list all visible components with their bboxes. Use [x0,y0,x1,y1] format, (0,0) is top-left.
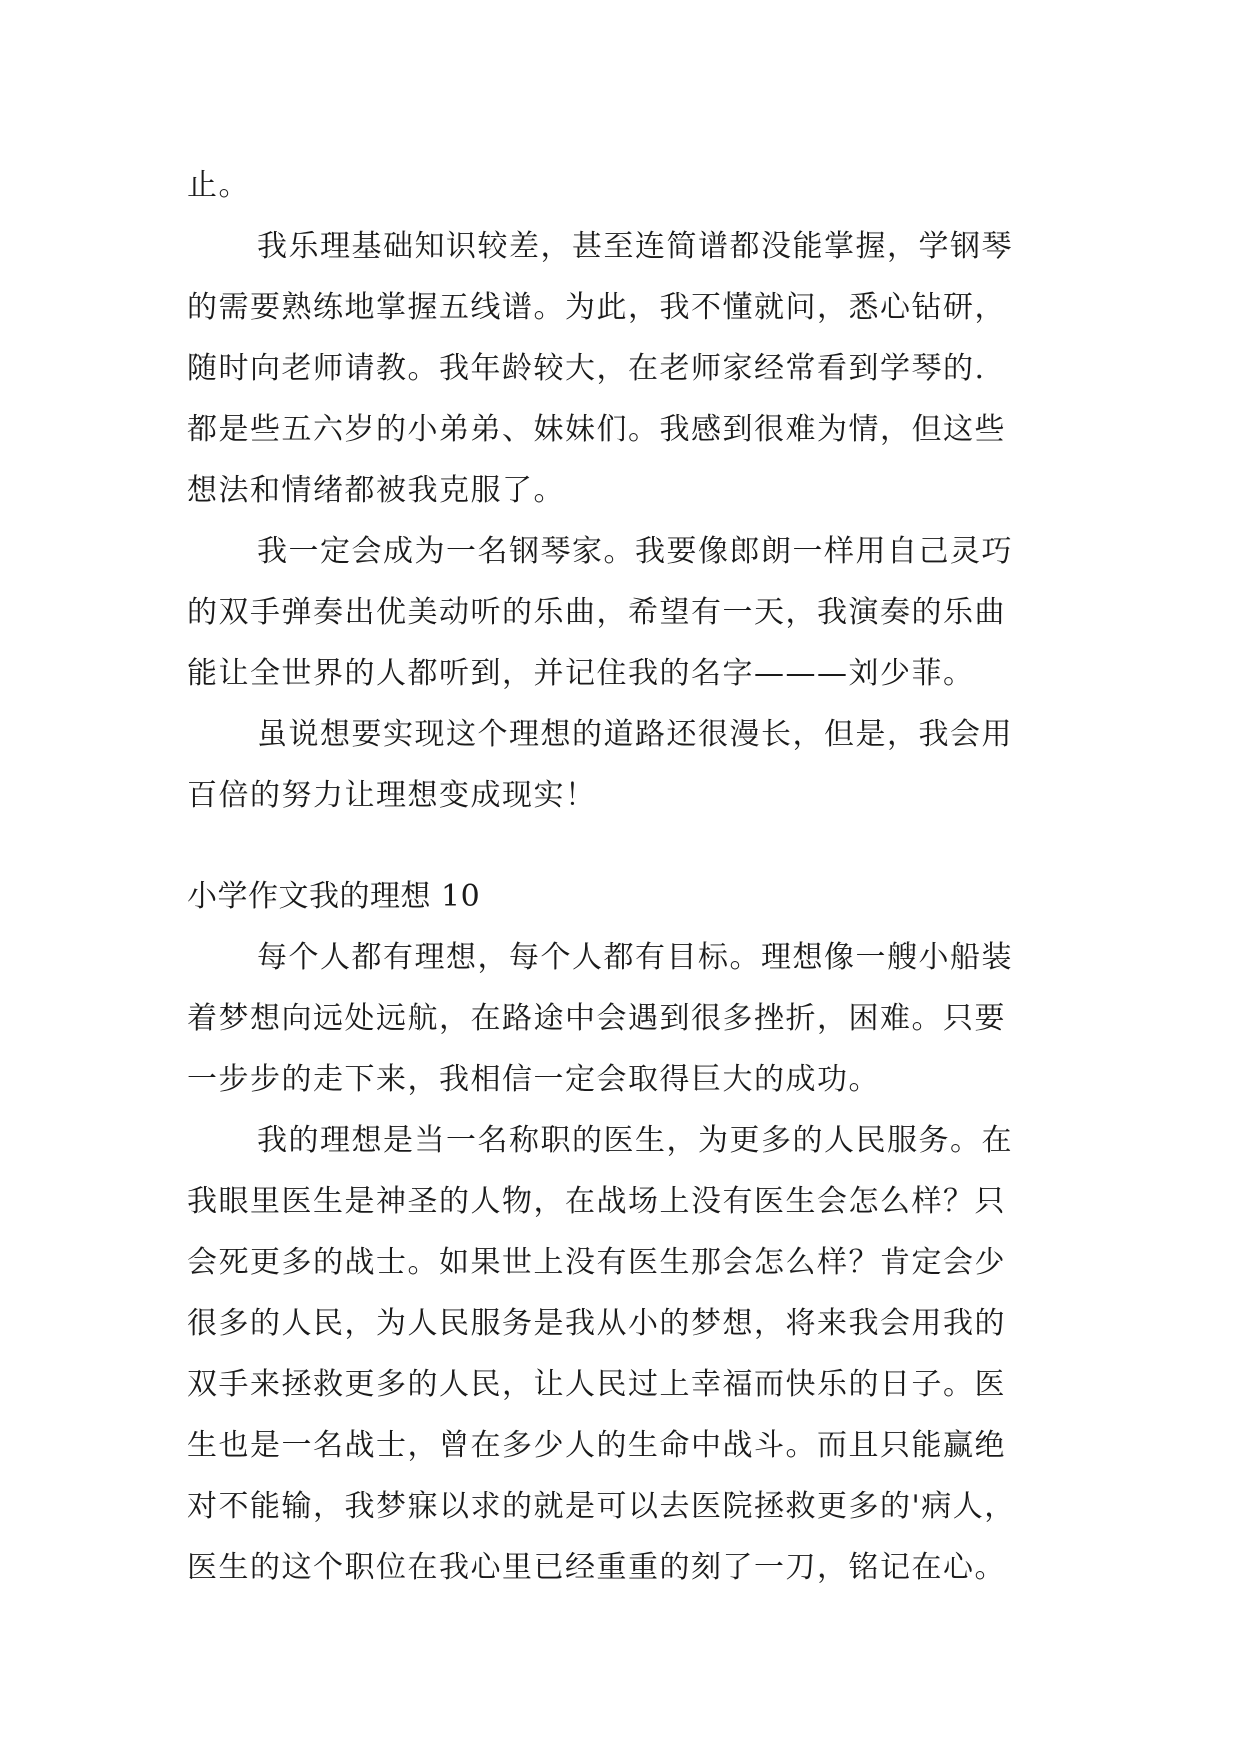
text-line: 止。 [187,168,250,203]
text-line: 生也是一名战士，曾在多少人的生命中战斗。而且只能赢绝 [187,1428,1006,1463]
text-line: 的双手弹奏出优美动听的乐曲，希望有一天，我演奏的乐曲 [187,595,1006,630]
paragraph-first-line: 我乐理基础知识较差，甚至连简谱都没能掌握，学钢琴 [257,229,1013,264]
text-line: 双手来拯救更多的人民，让人民过上幸福而快乐的日子。医 [187,1367,1006,1402]
text-line: 的需要熟练地掌握五线谱。为此，我不懂就问，悉心钻研， [187,290,1006,325]
essay-title: 小学作文我的理想 10 [187,879,481,914]
text-line: 百倍的努力让理想变成现实！ [187,778,597,813]
text-line: 能让全世界的人都听到，并记住我的名字———刘少菲。 [187,656,975,691]
text-line: 随时向老师请教。我年龄较大，在老师家经常看到学琴的. [187,351,986,386]
text-line: 很多的人民，为人民服务是我从小的梦想，将来我会用我的 [187,1306,1006,1341]
text-line: 着梦想向远处远航，在路途中会遇到很多挫折，困难。只要 [187,1001,1006,1036]
text-line: 我眼里医生是神圣的人物，在战场上没有医生会怎么样？只 [187,1184,1006,1219]
text-line: 医生的这个职位在我心里已经重重的刻了一刀，铭记在心。 [187,1550,1006,1585]
text-line: 对不能输，我梦寐以求的就是可以去医院拯救更多的'病人， [187,1489,1016,1524]
text-line: 想法和情绪都被我克服了。 [187,473,565,508]
paragraph-first-line: 虽说想要实现这个理想的道路还很漫长，但是，我会用 [257,717,1013,752]
paragraph-first-line: 我的理想是当一名称职的医生，为更多的人民服务。在 [257,1123,1013,1158]
paragraph-first-line: 每个人都有理想，每个人都有目标。理想像一艘小船装 [257,940,1013,975]
text-line: 都是些五六岁的小弟弟、妹妹们。我感到很难为情，但这些 [187,412,1006,447]
text-line: 一步步的走下来，我相信一定会取得巨大的成功。 [187,1062,880,1097]
paragraph-first-line: 我一定会成为一名钢琴家。我要像郎朗一样用自己灵巧 [257,534,1013,569]
text-line: 会死更多的战士。如果世上没有医生那会怎么样？肯定会少 [187,1245,1006,1280]
